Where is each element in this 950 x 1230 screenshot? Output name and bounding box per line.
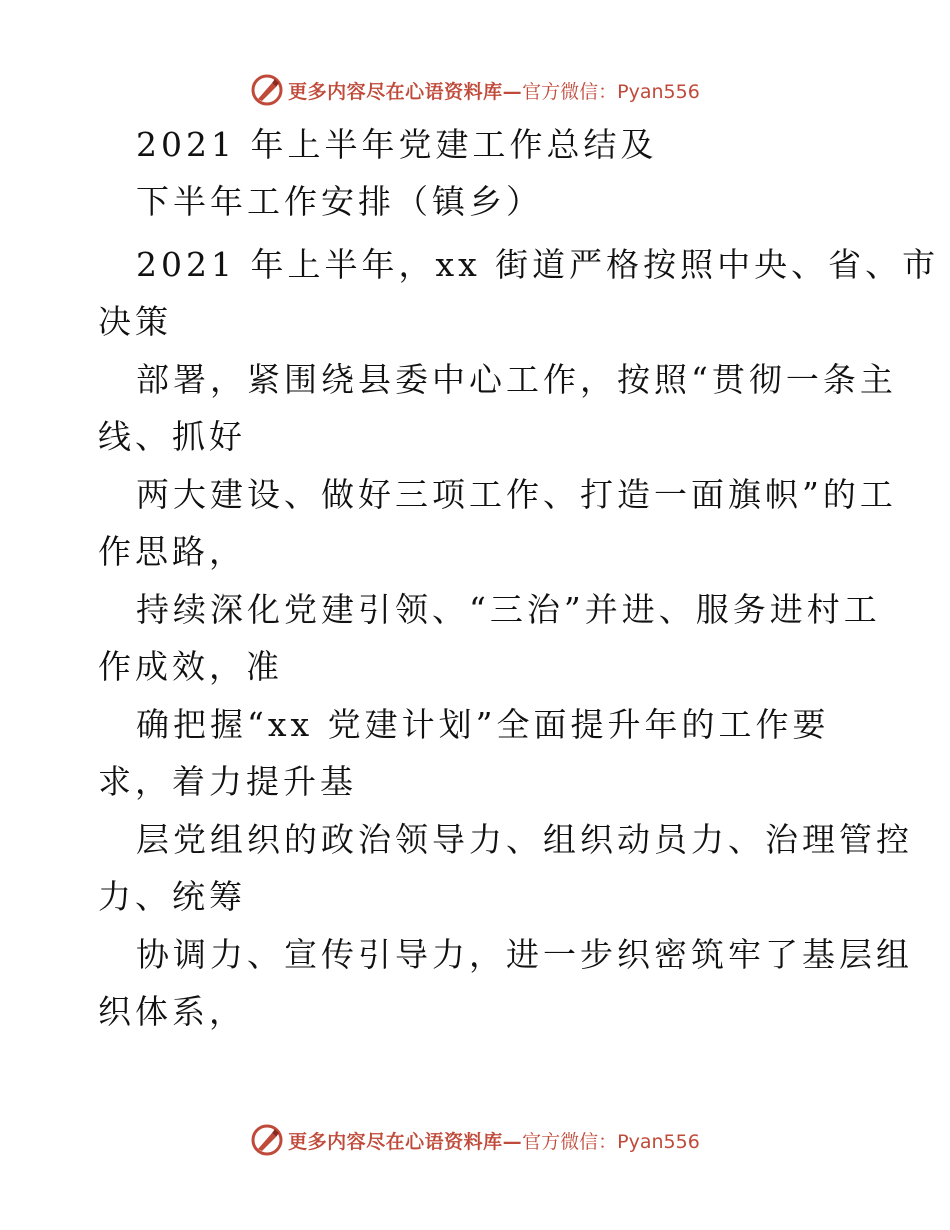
footer-banner: [0, 1120, 950, 1160]
document-title-line-2: 下半年工作安排（镇乡）: [136, 182, 543, 221]
paragraph-line: 层党组织的政治领导力、组织动员力、治理管控: [136, 820, 913, 859]
paragraph-line: 协调力、宣传引导力，进一步织密筑牢了基层组: [136, 935, 913, 974]
paragraph-line: 2021 年上半年，xx 街道严格按照中央、省、市: [136, 245, 940, 284]
footer-banner-text: 更多内容尽在心语资料库—: [288, 1130, 523, 1153]
pen-logo-icon: [250, 73, 284, 107]
paragraph-line: 部署，紧围绕县委中心工作，按照“贯彻一条主: [136, 360, 897, 399]
paragraph-line: 决策: [98, 302, 172, 341]
paragraph-line: 两大建设、做好三项工作、打造一面旗帜”的工: [136, 475, 897, 514]
paragraph-line: 作思路，: [98, 532, 246, 571]
document-title-line-1: 2021 年上半年党建工作总结及: [136, 125, 658, 164]
paragraph-line: 力、统筹: [98, 877, 246, 916]
paragraph-line: 确把握“xx 党建计划”全面提升年的工作要: [136, 705, 830, 744]
paragraph-line: 织体系，: [98, 992, 246, 1031]
pen-logo-icon: [250, 1123, 284, 1157]
paragraph-line: 作成效，准: [98, 647, 283, 686]
paragraph-line: 求，着力提升基: [98, 762, 357, 801]
header-banner-wechat: 官方微信：Pyan556: [522, 80, 700, 103]
footer-banner-wechat: 官方微信：Pyan556: [522, 1130, 700, 1153]
header-banner: [0, 70, 950, 110]
paragraph-line: 线、抓好: [98, 417, 246, 456]
paragraph-line: 持续深化党建引领、“三治”并进、服务进村工: [136, 590, 881, 629]
header-banner-text: 更多内容尽在心语资料库—: [288, 80, 523, 103]
